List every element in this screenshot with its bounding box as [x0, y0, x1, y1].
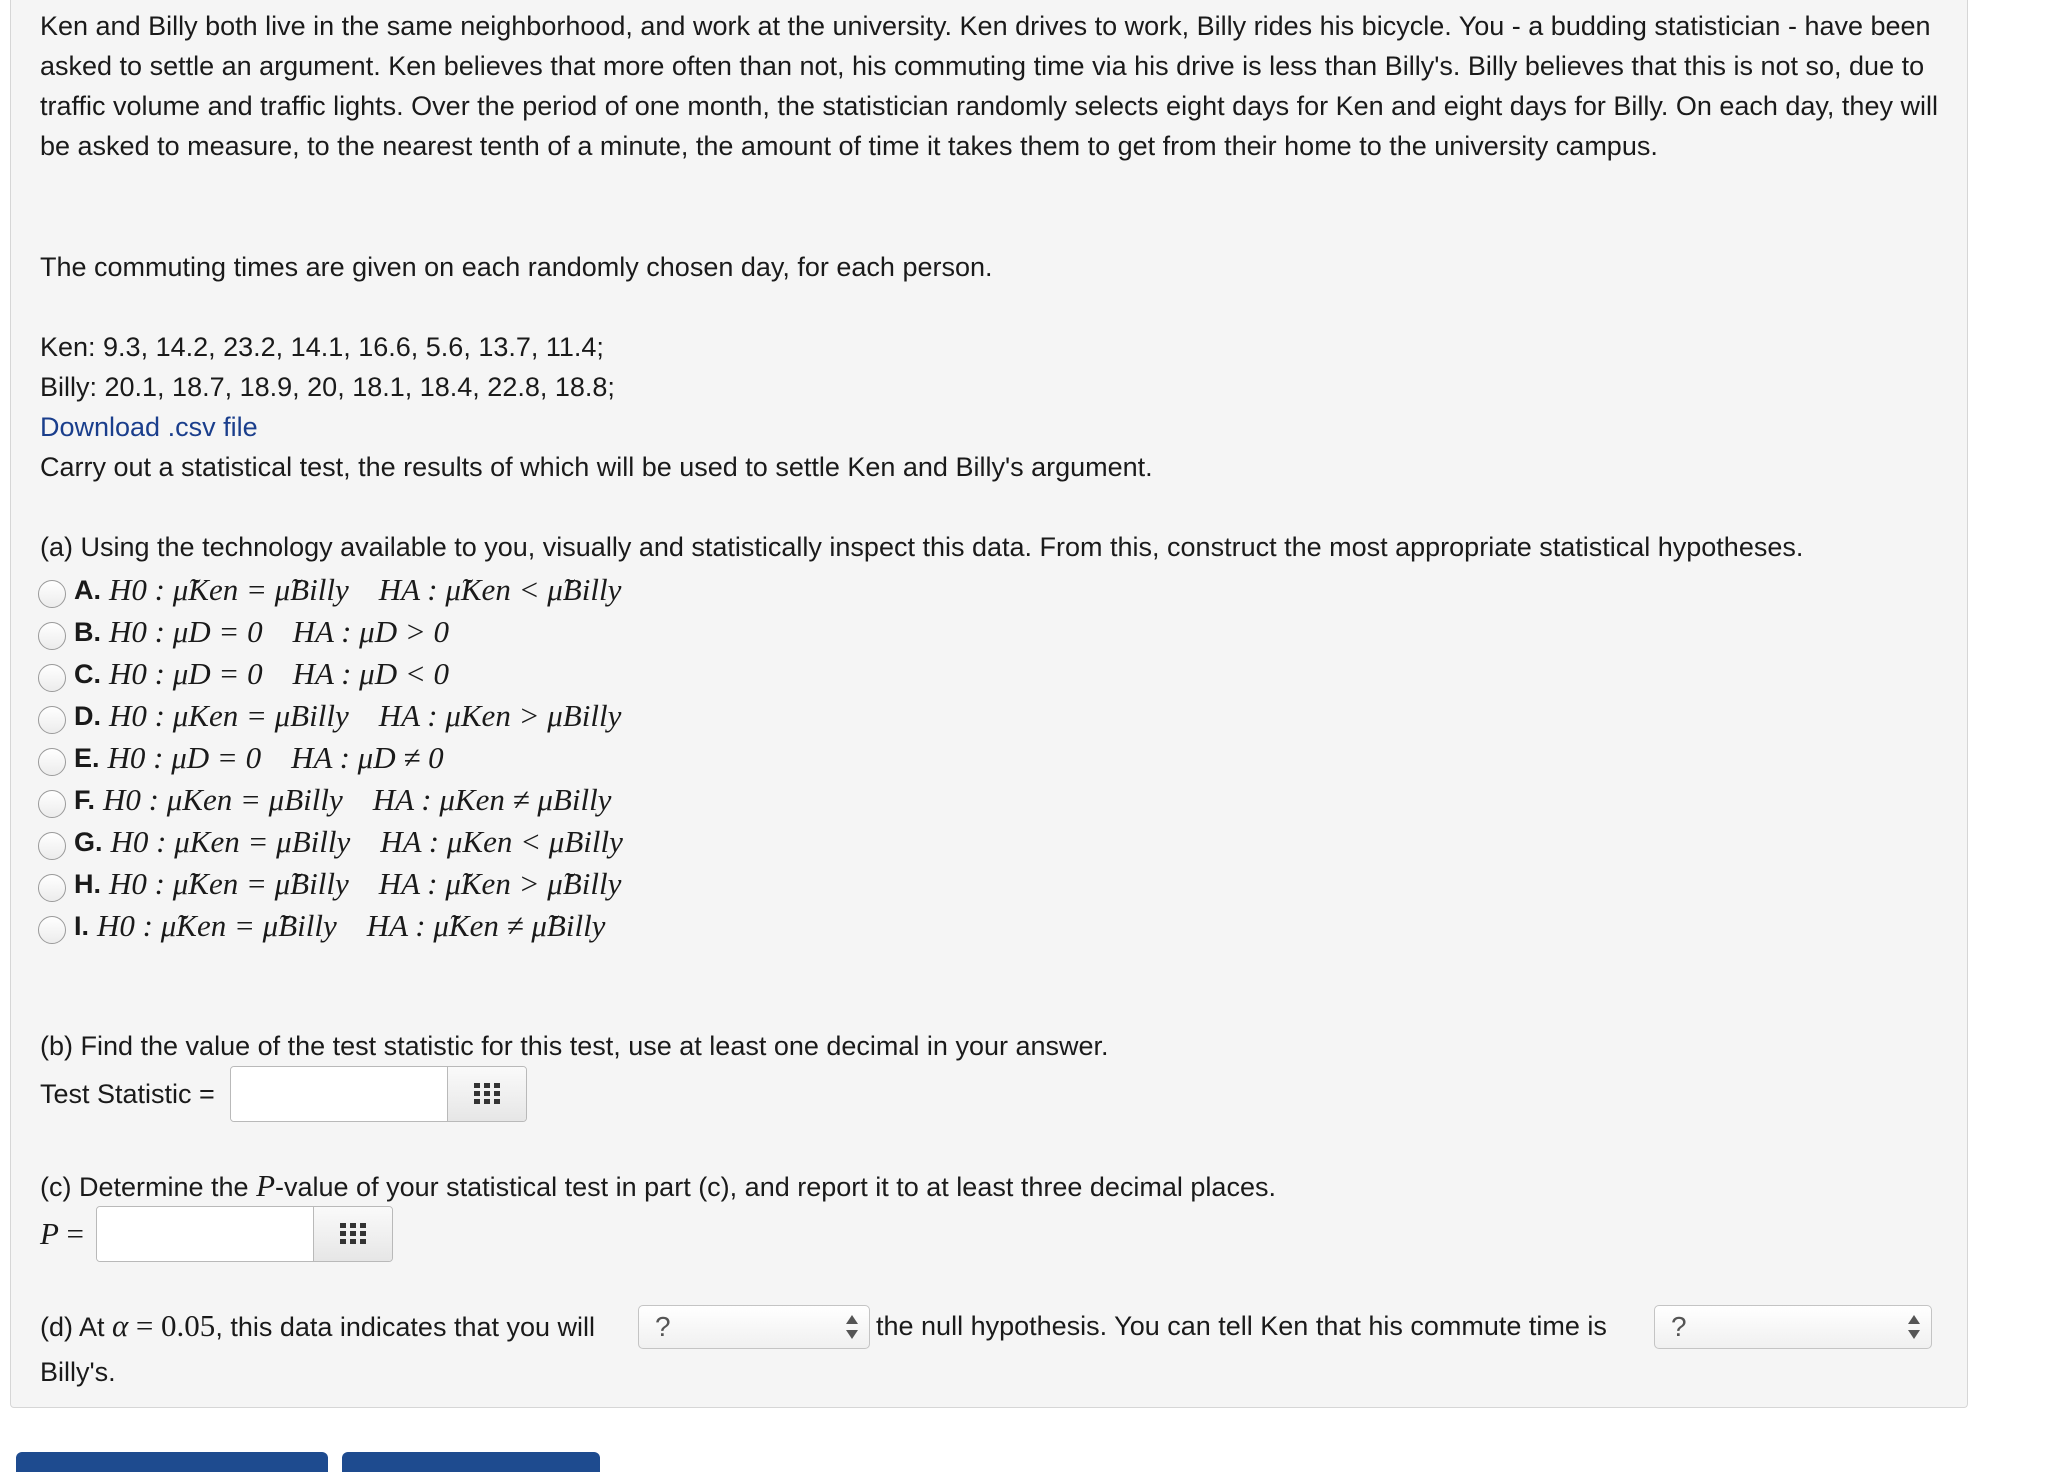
part-d-line1 — [40, 1306, 595, 1347]
radio-button[interactable] — [38, 664, 66, 692]
option-label: I. — [74, 910, 90, 941]
test-statistic-label: Test Statistic = — [40, 1079, 215, 1109]
radio-button[interactable] — [38, 748, 66, 776]
option-a[interactable] — [38, 569, 623, 611]
option-label: H. — [74, 868, 101, 899]
submit-button-partial[interactable] — [16, 1452, 328, 1472]
radio-button[interactable] — [38, 706, 66, 734]
ha-text: HA : μKen ≠ μBilly — [372, 782, 612, 817]
ha-text: HA : μD ≠ 0 — [291, 740, 444, 775]
part-c-suffix: -value of your statistical test in part (c), and report it to at least three decimal places. — [275, 1172, 1276, 1202]
test-statistic-field — [230, 1066, 527, 1122]
option-i[interactable] — [38, 905, 623, 947]
ken-data: Ken: 9.3, 14.2, 23.2, 14.1, 16.6, 5.6, 13.7, 11.4; — [40, 332, 604, 362]
radio-button[interactable] — [38, 790, 66, 818]
radio-button[interactable] — [38, 874, 66, 902]
part-d-middle1: , this data indicates that you will — [215, 1312, 596, 1342]
option-c[interactable] — [38, 653, 623, 695]
given-text: The commuting times are given on each randomly chosen day, for each person. — [40, 252, 993, 282]
option-label: C. — [74, 658, 101, 689]
radio-button[interactable] — [38, 832, 66, 860]
option-g[interactable] — [38, 821, 623, 863]
reject-decision-select[interactable] — [638, 1305, 870, 1349]
option-label: F. — [74, 784, 96, 815]
h0-text: H0 : μD = 0 — [107, 740, 262, 775]
option-label: B. — [74, 616, 101, 647]
ha-text: HA : μ̃Ken < μ̃Billy — [378, 572, 622, 607]
updown-arrows-icon — [845, 1312, 859, 1342]
p-value-input[interactable] — [97, 1207, 313, 1261]
keypad-grid-icon — [474, 1083, 500, 1105]
download-csv-link[interactable]: Download .csv file — [40, 412, 258, 442]
keypad-button[interactable] — [313, 1207, 392, 1261]
option-h[interactable] — [38, 863, 623, 905]
question-panel — [10, 0, 1968, 1408]
part-c-question — [40, 1166, 1276, 1207]
select-value: ? — [655, 1311, 671, 1342]
option-label: G. — [74, 826, 103, 857]
option-label: E. — [74, 742, 100, 773]
ha-text: HA : μD < 0 — [292, 656, 450, 691]
p-value-label — [40, 1214, 84, 1255]
updown-arrows-icon — [1907, 1312, 1921, 1342]
billy-data: Billy: 20.1, 18.7, 18.9, 20, 18.1, 18.4, 22.8, 18.8; — [40, 372, 615, 402]
h0-text: H0 : μ̃Ken = μ̃Billy — [97, 908, 337, 943]
keypad-grid-icon — [340, 1223, 366, 1245]
commute-comparison-select[interactable] — [1654, 1305, 1932, 1349]
ha-text: HA : μKen > μBilly — [378, 698, 622, 733]
keypad-button[interactable] — [447, 1067, 526, 1121]
part-b-question: (b) Find the value of the test statistic for this test, use at least one decimal in your answer. — [40, 1031, 1109, 1061]
option-f[interactable] — [38, 779, 623, 821]
h0-text: H0 : μKen = μBilly — [109, 698, 349, 733]
h0-text: H0 : μD = 0 — [109, 614, 263, 649]
h0-text: H0 : μD = 0 — [109, 656, 263, 691]
alpha-symbol: α — [112, 1308, 129, 1343]
p-variable: P — [256, 1168, 276, 1203]
ha-text: HA : μ̃Ken ≠ μ̃Billy — [366, 908, 606, 943]
select-value: ? — [1671, 1311, 1687, 1342]
radio-button[interactable] — [38, 580, 66, 608]
part-d-prefix: (d) At — [40, 1312, 113, 1342]
h0-text: H0 : μ̃Ken = μ̃Billy — [109, 572, 349, 607]
p-label-var: P — [40, 1216, 59, 1251]
radio-button[interactable] — [38, 916, 66, 944]
option-b[interactable] — [38, 611, 623, 653]
option-e[interactable] — [38, 737, 623, 779]
h0-text: H0 : μKen = μBilly — [103, 782, 343, 817]
option-label: A. — [74, 574, 101, 605]
part-c-prefix: (c) Determine the — [40, 1172, 257, 1202]
ha-text: HA : μD > 0 — [292, 614, 450, 649]
ha-text: HA : μKen < μBilly — [380, 824, 623, 859]
h0-text: H0 : μKen = μBilly — [110, 824, 351, 859]
p-value-field — [96, 1206, 393, 1262]
secondary-button-partial[interactable] — [342, 1452, 600, 1472]
h0-text: H0 : μ̃Ken = μ̃Billy — [109, 866, 349, 901]
hypothesis-options — [38, 569, 623, 947]
part-a-question: (a) Using the technology available to you, visually and statistically inspect this data. From this, construct the most appropriate statistical hypotheses. — [40, 532, 1804, 562]
radio-button[interactable] — [38, 622, 66, 650]
option-d[interactable] — [38, 695, 623, 737]
instruction-text: Carry out a statistical test, the results of which will be used to settle Ken and Billy's argument. — [40, 452, 1153, 482]
intro-paragraph: Ken and Billy both live in the same neighborhood, and work at the university. Ken drives to work, Billy rides his bicycle. You - a budding statistician - have been asked to settle an argument. Ken believes that more often than not, his commuting time via his drive is less than Billy's. Billy believes that this is not so, due to traffic volume and traffic lights. Over the period of one month, the statistician randomly selects eight days for Ken and eight days for Billy. On each day, they will be asked to measure, to the nearest tenth of a minute, the amount of time it takes them to get from their home to the university campus. — [40, 11, 1938, 161]
part-d-middle2: the null hypothesis. You can tell Ken that his commute time is — [876, 1311, 1607, 1341]
ha-text: HA : μ̃Ken > μ̃Billy — [378, 866, 622, 901]
part-d-suffix: Billy's. — [40, 1357, 116, 1387]
alpha-value: = 0.05 — [135, 1308, 216, 1343]
option-label: D. — [74, 700, 101, 731]
test-statistic-input[interactable] — [231, 1067, 447, 1121]
p-label-eq: = — [66, 1216, 84, 1251]
